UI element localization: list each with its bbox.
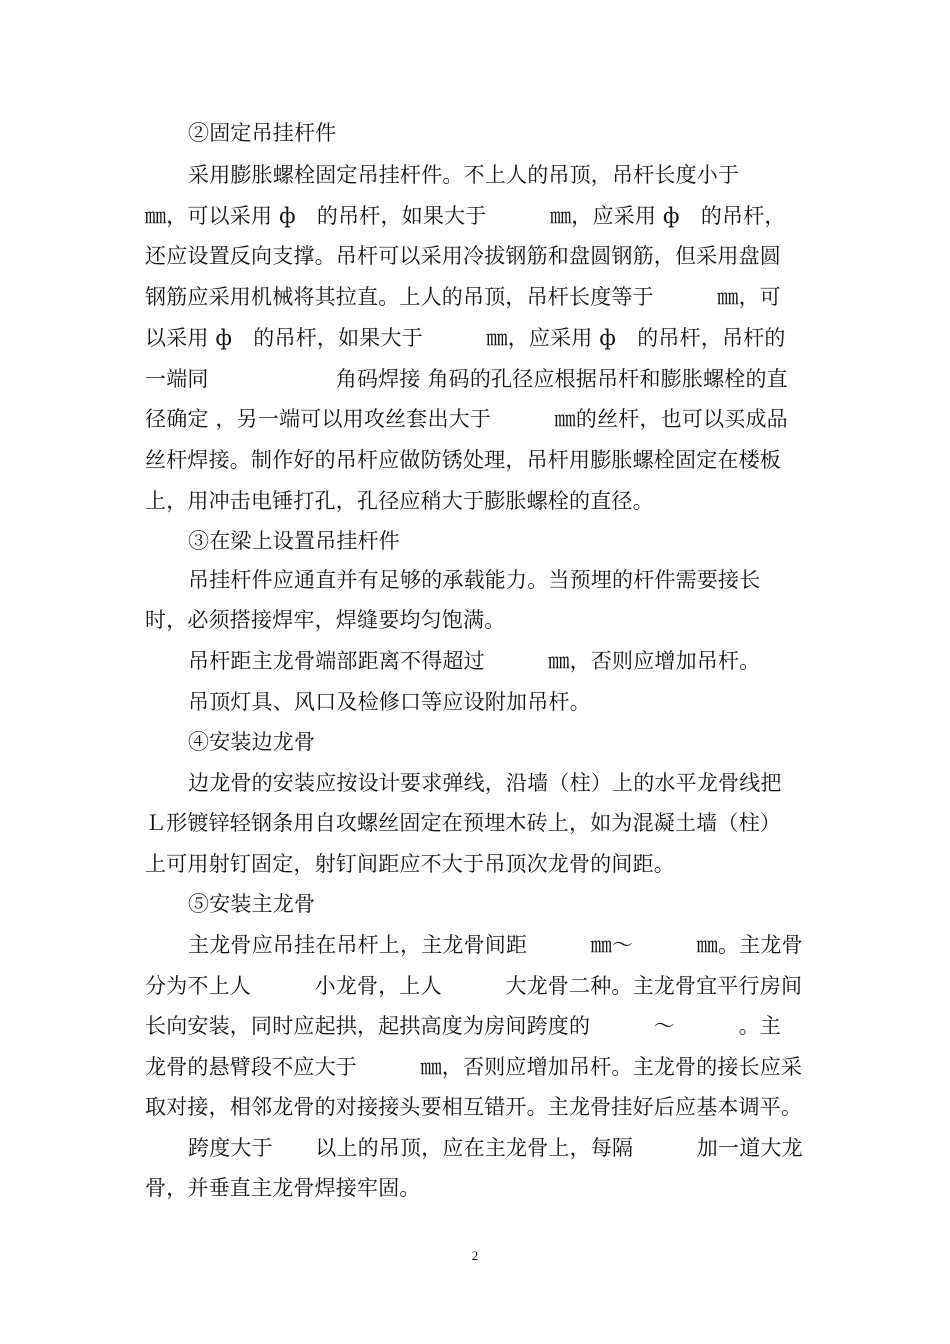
section-heading-edge-keel: ④安装边龙骨 xyxy=(188,730,316,754)
paragraph-line: 上，用冲击电锤打孔，孔径应稍大于膨胀螺栓的直径。 xyxy=(145,489,654,513)
section-heading-beam-hanging-rods: ③在梁上设置吊挂杆件 xyxy=(188,529,400,553)
paragraph-line: 一端同 角码焊接 角码的孔径应根据吊杆和膨胀螺栓的直 xyxy=(145,367,788,391)
paragraph-line: 上可用射钉固定，射钉间距应不大于吊顶次龙骨的间距。 xyxy=(145,852,675,876)
paragraph-line: ㎜，可以采用 ф 的吊杆，如果大于 ㎜，应采用 ф 的吊杆， xyxy=(145,204,786,228)
paragraph-line: 主龙骨应吊挂在吊杆上，主龙骨间距 ㎜～ ㎜。主龙骨 xyxy=(188,933,803,957)
paragraph-line: 取对接，相邻龙骨的对接接头要相互错开。主龙骨挂好后应基本调平。 xyxy=(145,1095,803,1119)
paragraph-line: 骨，并垂直主龙骨焊接牢固。 xyxy=(145,1176,421,1200)
paragraph-line: Ｌ形镀锌轻钢条用自攻螺丝固定在预埋木砖上，如为混凝土墙（柱） xyxy=(145,811,781,835)
paragraph-line: 以采用 ф 的吊杆，如果大于 ㎜，应采用 ф 的吊杆，吊杆的 xyxy=(145,326,786,350)
page-number: 2 xyxy=(471,1248,479,1263)
paragraph-line: 丝杆焊接。制作好的吊杆应做防锈处理，吊杆用膨胀螺栓固定在楼板 xyxy=(145,448,781,472)
paragraph-line: 采用膨胀螺栓固定吊挂杆件。不上人的吊顶，吊杆长度小于 xyxy=(188,163,740,187)
paragraph-line: 还应设置反向支撑。吊杆可以采用冷拔钢筋和盘圆钢筋，但采用盘圆 xyxy=(145,244,781,268)
section-heading-main-keel: ⑤安装主龙骨 xyxy=(188,892,316,916)
paragraph-line: 径确定 ，另一端可以用攻丝套出大于 ㎜的丝杆，也可以买成品 xyxy=(145,407,788,431)
paragraph-line: 长向安装，同时应起拱，起拱高度为房间跨度的 ～ 。主 xyxy=(145,1014,781,1038)
paragraph-line: 分为不上人 小龙骨，上人 大龙骨二种。主龙骨宜平行房间 xyxy=(145,974,803,998)
section-heading-fix-hanging-rods: ②固定吊挂杆件 xyxy=(188,121,337,145)
paragraph-line: 时，必须搭接焊牢，焊缝要均匀饱满。 xyxy=(145,608,506,632)
paragraph-line: 吊顶灯具、风口及检修口等应设附加吊杆。 xyxy=(188,690,591,714)
paragraph-line: 龙骨的悬臂段不应大于 ㎜，否则应增加吊杆。主龙骨的接长应采 xyxy=(145,1055,803,1079)
paragraph-line: 吊挂杆件应通直并有足够的承载能力。当预埋的杆件需要接长 xyxy=(188,568,761,592)
paragraph-line: 钢筋应采用机械将其拉直。上人的吊顶，吊杆长度等于 ㎜，可 xyxy=(145,285,781,309)
paragraph-line: 边龙骨的安装应按设计要求弹线，沿墙（柱）上的水平龙骨线把 xyxy=(188,771,782,795)
paragraph-line: 跨度大于 以上的吊顶，应在主龙骨上，每隔 加一道大龙 xyxy=(188,1136,803,1160)
paragraph-line: 吊杆距主龙骨端部距离不得超过 ㎜，否则应增加吊杆。 xyxy=(188,649,761,673)
